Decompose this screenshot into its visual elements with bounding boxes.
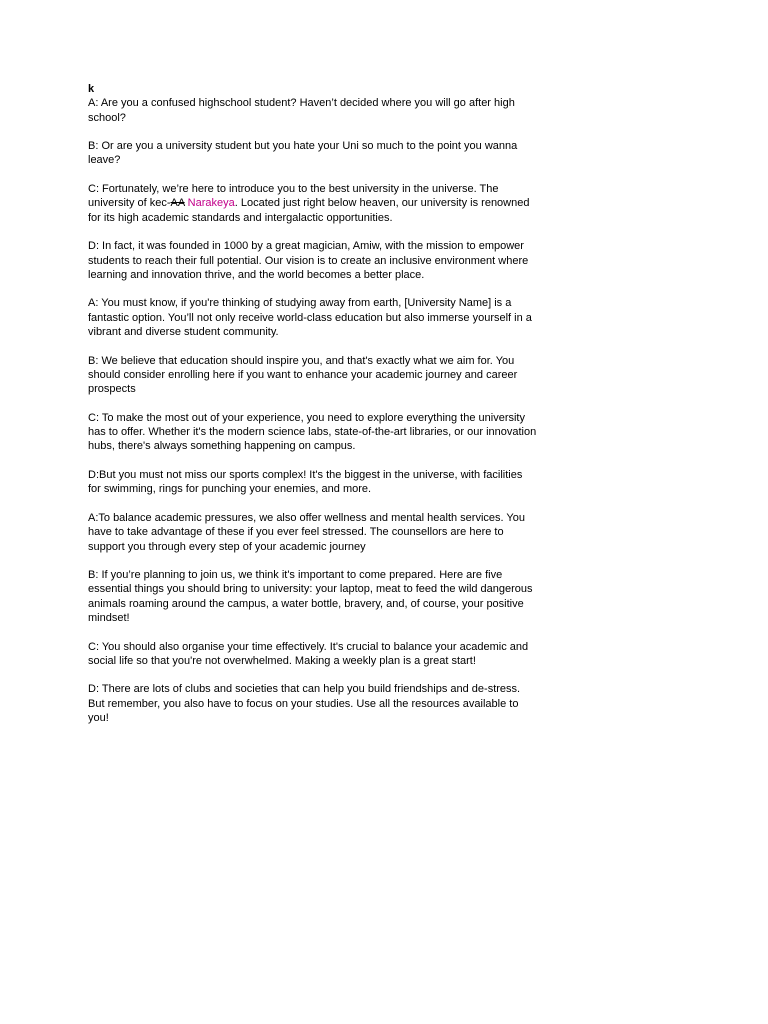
document-heading: k <box>88 83 95 95</box>
document-body <box>88 82 538 740</box>
paragraph-d-sports: D:But you must not miss our sports complex! It's the biggest in the universe, with facilities for swimming, rings for punching your enemies, and more. <box>88 469 523 496</box>
paragraph-a-studying-away: A: You must know, if you're thinking of studying away from earth, [University Name] is a fantastic option. You’ll not only receive world-class education but also immerse yourself in a vibrant and diverse student community. <box>88 297 532 339</box>
paragraph-c-rest: . Located just right below heaven, our university is renowned for its high academic standards and intergalactic opportunities. <box>88 197 530 224</box>
paragraph-d-founding: D: In fact, it was founded in 1000 by a great magician, Amiw, with the mission to empower students to reach their full potential. Our vision is to create an inclusive environment where learning and innovation thrive, and the world becomes a better place. <box>88 240 529 281</box>
paragraph-b-intro: B: Or are you a university student but you hate your Uni so much to the point you wanna leave? <box>88 140 518 167</box>
paragraph-d-clubs: D: There are lots of clubs and societies that can help you build friendships and de-stress. But remember, you also have to focus on your studies. Use all the resources available to you! <box>88 683 521 725</box>
strikethrough-text: AA <box>170 197 185 210</box>
paragraph-a-wellness: A:To balance academic pressures, we also offer wellness and mental health services. You have to take advantage of these if you ever feel stressed. The counsellors are here to support you through every step of your academic journey <box>88 511 525 553</box>
paragraph-c-time: C: You should also organise your time effectively. It's crucial to balance your academic and social life so that you're not overwhelmed. Making a weekly plan is a great start! <box>88 640 529 667</box>
paragraph-b-education: B: We believe that education should inspire you, and that's exactly what we aim for. You should consider enrolling here if you want to enhance your academic journey and career prospects <box>88 354 518 396</box>
paragraph-c-start: C: Fortunately, we’re here to introduce you to the best university in the universe. The university of kec- <box>88 183 499 210</box>
paragraph-c-explore: C: To make the most out of your experience, you need to explore everything the university has to offer. Whether it's the modern science labs, state-of-the-art libraries, or our innovation hubs, there's always something happening on campus. <box>88 411 537 453</box>
paragraph-c-university <box>88 182 538 225</box>
paragraph-b-essentials: B: If you’re planning to join us, we think it's important to come prepared. Here are five essential things you should bring to university: your laptop, meat to feed the wild dangerous animals roaming around the campus, a water bottle, bravery, and, of course, your positive mindset! <box>88 569 533 624</box>
paragraph-a-intro: A: Are you a confused highschool student? Haven’t decided where you will go after high school? <box>88 97 515 124</box>
highlighted-university-name: Narakeya <box>187 197 235 210</box>
